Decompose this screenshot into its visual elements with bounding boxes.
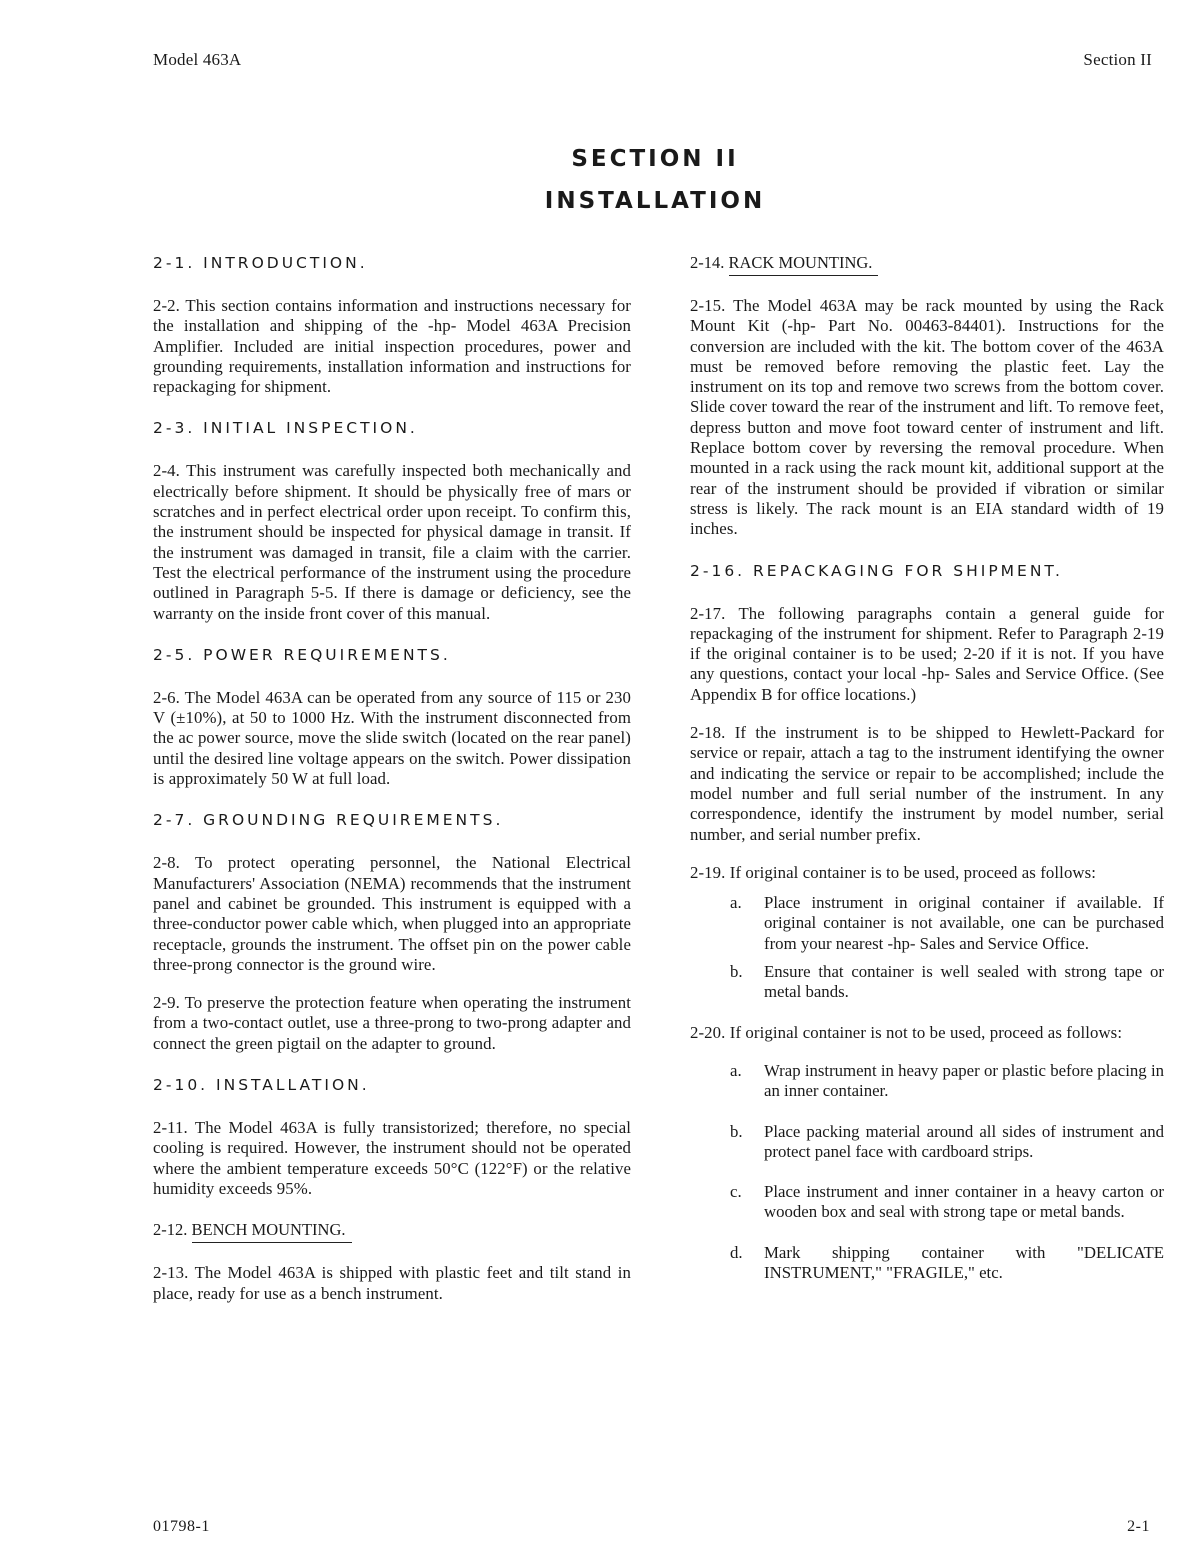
body-paragraph: 2-8. To protect operating personnel, the National Electrical Manufacturers' Association (NEMA) recommends that the instrument panel and cabinet be grounded. This instrument is equipped with a three-conductor power cable which, when plugged into an appropriate receptacle, grounds the instrument. The offset pin on the power cable three-prong connector is the ground wire. — [153, 853, 631, 974]
body-paragraph: 2-11. The Model 463A is fully transistorized; therefore, no special cooling is required. However, the instrument should not be operated where the ambient temperature exceeds 50°C (122°F) or the relative humidity exceeds 95%. — [153, 1118, 631, 1198]
body-paragraph: 2-4. This instrument was carefully inspected both mechanically and electrically before shipment. It should be physically free of mars or scratches and in perfect electrical order upon receipt. To confirm this, the instrument should be inspected for physical damage in transit. If the instrument was damaged in transit, file a claim with the carrier. Test the electrical performance of the instrument using the procedure outlined in Paragraph 5-5. If there is damage or deficiency, see the warranty on the inside front cover of this manual. — [153, 461, 631, 623]
section-title-block — [0, 138, 1200, 222]
list-item-text: Ensure that container is well sealed with strong tape or metal bands. — [764, 962, 1164, 1002]
heading-underlined-text: RACK MOUNTING. — [729, 253, 879, 276]
footer-document-number: 01798-1 — [153, 1518, 210, 1535]
underlined-heading — [153, 1217, 631, 1243]
running-header-model: Model 463A — [153, 50, 242, 69]
list-item-label: a. — [730, 1060, 742, 1080]
list-item — [690, 1182, 1164, 1223]
list-item-label: c. — [730, 1182, 742, 1202]
list-item-label: b. — [730, 962, 743, 982]
list-item — [690, 1243, 1164, 1284]
list-item-label: d. — [730, 1242, 743, 1262]
list-item-text: Place instrument in original container if available. If original container is not available, one can be purchased from your nearest -hp- Sales and Service Office. — [764, 893, 1164, 953]
right-text-column — [690, 250, 1164, 1303]
body-paragraph: 2-20. If original container is not to be used, proceed as follows: — [690, 1022, 1123, 1042]
section-heading: 2-10. INSTALLATION. — [153, 1076, 370, 1095]
heading-number: 2-12. — [153, 1220, 188, 1240]
list-item-text: Wrap instrument in heavy paper or plastic before placing in an inner container. — [764, 1060, 1164, 1101]
list-item — [690, 1061, 1164, 1102]
list-item-label: a. — [730, 893, 742, 913]
footer-page-number: 2-1 — [1127, 1518, 1150, 1535]
section-heading: 2-5. POWER REQUIREMENTS. — [153, 645, 451, 664]
body-paragraph: 2-9. To preserve the protection feature when operating the instrument from a two-contact outlet, use a three-prong to two-prong adapter and connect the green pigtail on the adapter to ground. — [153, 993, 631, 1053]
list-item-label: b. — [730, 1121, 743, 1141]
body-paragraph: 2-17. The following paragraphs contain a general guide for repackaging of the instrument for shipment. Refer to Paragraph 2-19 if the original container is to be used; 2-20 if it is not. If you have any questions, contact your local -hp- Sales and Service Office. (See Appendix B for office locations.) — [690, 603, 1164, 704]
running-header-section: Section II — [1083, 50, 1152, 69]
list-item — [690, 1122, 1164, 1163]
body-paragraph: 2-15. The Model 463A may be rack mounted by using the Rack Mount Kit (-hp- Part No. 00463-84401). Instructions for the conversion are included with the kit. The bottom cover of the 463A must be removed before removing the plastic feet. Lay the instrument on its top and remove two screws from the bottom cover. Slide cover toward the rear of the instrument and lift. To remove feet, depress button and move foot toward center of instrument and lift. Replace bottom cover by reversing the removal procedure. When mounted in a rack using the rack mount kit, additional support at the rear of the instrument should be provided if vibration or similar stress is likely. The rack mount is an EIA standard width of 19 inches. — [690, 296, 1164, 539]
body-paragraph: 2-18. If the instrument is to be shipped to Hewlett-Packard for service or repair, attach a tag to the instrument identifying the owner and indicating the service or repair to be accomplished; include the model number and full serial number of the instrument. In any correspondence, identify the instrument by model number, serial number, and serial number prefix. — [690, 723, 1164, 844]
list-item — [690, 893, 1164, 954]
body-paragraph: 2-19. If original container is to be used, proceed as follows: — [690, 862, 1097, 882]
list-item — [690, 962, 1164, 1003]
section-heading: 2-3. INITIAL INSPECTION. — [153, 419, 418, 438]
section-heading: 2-7. GROUNDING REQUIREMENTS. — [153, 811, 504, 830]
section-heading: 2-16. REPACKAGING FOR SHIPMENT. — [690, 561, 1063, 580]
heading-number: 2-14. — [690, 253, 725, 272]
body-paragraph: 2-6. The Model 463A can be operated from any source of 115 or 230 V (±10%), at 50 to 1000 Hz. With the instrument disconnected from the ac power source, move the slide switch (located on the rear panel) until the desired line voltage appears on the switch. Power dissipation is approximately 50 W at full load. — [153, 687, 631, 789]
heading-underlined-text: BENCH MOUNTING. — [192, 1220, 352, 1243]
list-item-text: Place instrument and inner container in a heavy carton or wooden box and seal with strong tape or metal bands. — [764, 1182, 1164, 1222]
section-heading: 2-1. INTRODUCTION. — [153, 254, 368, 272]
underlined-heading — [690, 250, 1164, 276]
body-paragraph: 2-13. The Model 463A is shipped with plastic feet and tilt stand in place, ready for use as a bench instrument. — [153, 1263, 631, 1303]
section-name-title: INSTALLATION — [544, 188, 766, 214]
section-number-title: SECTION II — [571, 146, 739, 172]
list-item-text: Place packing material around all sides of instrument and protect panel face with cardboard strips. — [764, 1121, 1164, 1161]
body-paragraph: 2-2. This section contains information and instructions necessary for the installation and shipping of the -hp- Model 463A Precision Amplifier. Included are initial inspection procedures, power and grounding requirements, installation information and instructions for repackaging for shipment. — [153, 296, 631, 397]
list-item-text: Mark shipping container with "DELICATE INSTRUMENT," "FRAGILE," etc. — [764, 1242, 1164, 1282]
left-text-column — [153, 250, 631, 1322]
